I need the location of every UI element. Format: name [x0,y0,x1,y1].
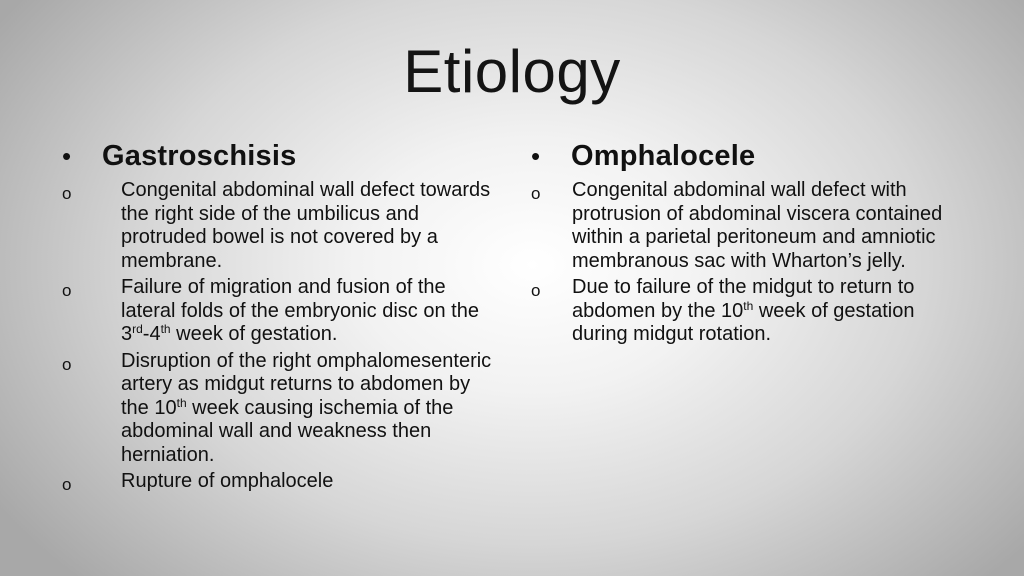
item-text [121,350,491,466]
sub-bullet-marker: o [531,281,541,300]
heading-bullet: • [62,141,72,171]
text-run: Disruption of the right omphalomesenteric artery as midgut returns to abdomen by the 10 [121,349,492,419]
slide-title: Etiology [403,38,621,105]
list-item [531,276,971,347]
list-item [62,350,502,468]
text-run: week of gestation. [170,323,338,345]
text-run: -4 [142,323,161,345]
list-item [62,276,502,347]
heading-bullet: • [531,141,541,171]
column-omphalocele [531,136,971,350]
superscript: th [160,322,171,336]
sub-bullet-marker: o [62,354,72,374]
list-item [62,470,502,494]
superscript: rd [132,322,143,336]
heading-text: Omphalocele [571,140,756,172]
item-list [531,179,971,347]
sub-bullet-marker: o [62,184,72,203]
sub-bullet-marker: o [62,475,72,494]
superscript: th [176,395,187,410]
text-run: Rupture of omphalocele [121,470,334,492]
list-item [531,179,971,273]
text-run: week of gestation during midgut rotation. [572,299,915,345]
text-run: Due to failure of the midgut to return to abdomen by the 10 [572,276,915,322]
item-list [62,179,502,494]
text-run: Congenital abdominal wall defect towards the right side of the umbilicus and protruded bowel is not covered by a membrane. [121,179,491,272]
sub-bullet-marker: o [62,281,72,300]
text-run: Failure of migration and fusion of the lateral folds of the embryonic disc on the 3 [121,276,479,345]
item-text [121,470,333,492]
column-heading [531,136,971,176]
superscript: th [743,298,754,313]
list-item [62,179,502,273]
column-heading [62,136,502,176]
column-gastroschisis [62,136,502,497]
heading-text: Gastroschisis [102,140,297,172]
text-run: week causing ischemia of the abdominal wall and weakness then herniation. [121,396,454,466]
item-text [572,179,942,272]
item-text [121,179,490,272]
text-run: Congenital abdominal wall defect with protrusion of abdominal viscera contained within a parietal peritoneum and amniotic membranous sac with Wharton’s jelly. [572,179,943,272]
sub-bullet-marker: o [531,184,541,203]
item-text [121,276,479,345]
item-text [572,276,914,345]
